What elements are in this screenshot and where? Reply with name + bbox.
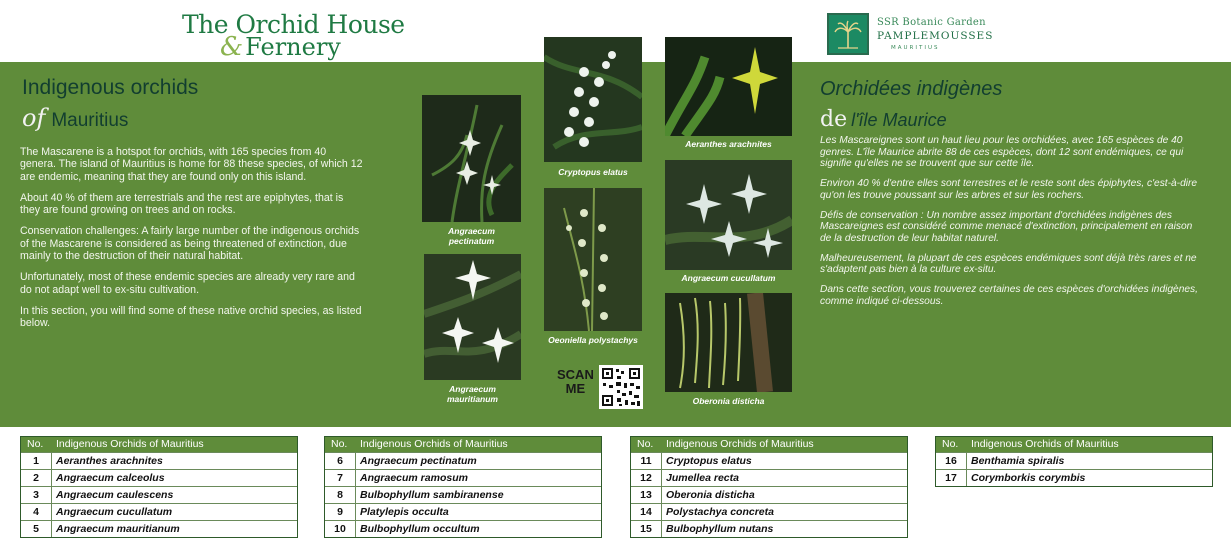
row-species: Angraecum ramosum (360, 472, 468, 484)
english-title-of: of (22, 104, 46, 132)
english-paragraph: Unfortunately, most of these endemic species are already very rare and do not adapt well to ex-situ cultivation. (20, 271, 355, 296)
row-number: 2 (21, 470, 52, 486)
ssr-line-1: SSR Botanic Garden (877, 17, 986, 28)
logo-line-1: The Orchid House (182, 10, 405, 39)
header-no: No. (942, 438, 959, 450)
orchid-house-logo (182, 10, 405, 62)
row-number: 12 (631, 470, 662, 486)
table-row (325, 503, 601, 520)
row-species: Corymborkis corymbis (971, 472, 1086, 484)
caption-angraecum-cucullatum: Angraecum cucullatum (681, 273, 776, 283)
caption-aeranthes-arachnites: Aeranthes arachnites (685, 139, 772, 149)
header-no: No. (637, 438, 654, 450)
french-paragraph: Dans cette section, vous trouverez certaines de ces espèces d'orchidées indigènes, comme indiqué ci-dessous. (820, 284, 1198, 307)
orchid-table-1 (20, 436, 298, 538)
row-species: Aeranthes arachnites (56, 455, 163, 467)
table-row (21, 469, 297, 486)
row-species: Angraecum pectinatum (360, 455, 477, 467)
row-number: 7 (325, 470, 356, 486)
table-row (631, 486, 907, 503)
row-species: Polystachya concreta (666, 506, 774, 518)
french-paragraph: Les Mascareignes sont un haut lieu pour les orchidées, avec 165 espèces de 40 genres. L'île Maurice abrite 88 de ces espèces, dont 12 sont endémiques, ce qui signifie qu'elles ne se trouvent que sur cette île. (820, 135, 1184, 170)
orchid-table-3 (630, 436, 908, 538)
header-name: Indigenous Orchids of Mauritius (56, 438, 204, 450)
logo-line-2 (220, 32, 341, 62)
ssr-line-2: PAMPLEMOUSSES (877, 30, 994, 42)
row-number: 4 (21, 504, 52, 520)
caption-angraecum-mauritianum (424, 384, 521, 404)
row-species: Angraecum calceolus (56, 472, 165, 484)
row-number: 15 (631, 521, 662, 537)
table-row (325, 486, 601, 503)
row-number: 14 (631, 504, 662, 520)
french-text (820, 135, 1205, 315)
qr-code[interactable] (599, 365, 643, 409)
french-title-de: de (820, 107, 848, 132)
photo-oberonia-disticha (665, 293, 792, 392)
english-text (20, 146, 365, 339)
caption-angraecum-pectinatum (422, 226, 521, 246)
photo-angraecum-mauritianum (424, 254, 521, 380)
caption-line: Angraecum (449, 384, 496, 394)
table-row (631, 503, 907, 520)
scan-me-label (557, 368, 594, 396)
french-paragraph: Défis de conservation : Un nombre assez important d'orchidées indigènes des Mascareignes est considéré comme menacé d'extinction, principalement en raison de la destruction de leur habitat naturel. (820, 209, 1193, 244)
palm-tree-icon (827, 13, 869, 55)
row-species: Bulbophyllum occultum (360, 523, 480, 535)
table-header (21, 437, 297, 452)
info-band (0, 62, 1231, 427)
row-number: 1 (21, 453, 52, 469)
table-row (631, 452, 907, 469)
table-header (631, 437, 907, 452)
ssr-botanic-garden-logo (827, 13, 1027, 57)
row-species: Platylepis occulta (360, 506, 449, 518)
photo-oeoniella-polystachys (544, 188, 642, 331)
scan-line-2: ME (565, 381, 586, 396)
table-row (21, 503, 297, 520)
french-title-ile: l'île Maurice (851, 110, 947, 130)
table-header (936, 437, 1212, 452)
row-species: Benthamia spiralis (971, 455, 1065, 467)
row-species: Bulbophyllum sambiranense (360, 489, 504, 501)
french-paragraph: Malheureusement, la plupart de ces espèces endémiques sont déjà très rares et ne s'adaptent pas bien à la culture ex-situ. (820, 252, 1197, 276)
row-species: Angraecum mauritianum (56, 523, 180, 535)
row-number: 13 (631, 487, 662, 503)
table-row (325, 520, 601, 537)
header-name: Indigenous Orchids of Mauritius (666, 438, 814, 450)
english-title-line-1: Indigenous orchids (22, 76, 199, 99)
table-row (21, 486, 297, 503)
english-paragraph: The Mascarene is a hotspot for orchids, with 165 species from 40 genera. The island of Mauritius is home for 88 these species, of which 12 are endemic, meaning that they are found only on this island. (20, 146, 363, 183)
orchid-table-2 (324, 436, 602, 538)
table-row (936, 469, 1212, 486)
photo-angraecum-pectinatum (422, 95, 521, 222)
row-species: Angraecum caulescens (56, 489, 174, 501)
caption-line: pectinatum (448, 236, 495, 246)
row-number: 5 (21, 521, 52, 537)
photo-angraecum-cucullatum (665, 160, 792, 270)
english-paragraph: Conservation challenges: A fairly large number of the indigenous orchids of the Mascarene is considered as being threatened of extinction, due mainly to the destruction of their natural habitat. (20, 225, 360, 263)
logo-fernery: Fernery (245, 33, 341, 61)
english-paragraph: About 40 % of them are terrestrials and the rest are epiphytes, that is they are found growing on trees and on rocks. (20, 191, 344, 217)
photo-aeranthes-arachnites (665, 37, 792, 136)
table-row (631, 520, 907, 537)
table-row (325, 469, 601, 486)
row-species: Angraecum cucullatum (56, 506, 173, 518)
row-species: Oberonia disticha (666, 489, 755, 501)
scan-line-1: SCAN (557, 367, 594, 382)
row-number: 9 (325, 504, 356, 520)
table-row (21, 452, 297, 469)
french-title-line-1: Orchidées indigènes (820, 78, 1003, 100)
french-title-line-2 (820, 107, 1002, 132)
english-title (22, 76, 198, 132)
table-row (631, 469, 907, 486)
header-name: Indigenous Orchids of Mauritius (360, 438, 508, 450)
ssr-line-3: MAURITIUS (891, 45, 940, 51)
row-number: 3 (21, 487, 52, 503)
header-no: No. (331, 438, 348, 450)
caption-oeoniella-polystachys: Oeoniella polystachys (548, 335, 638, 345)
row-number: 16 (936, 453, 967, 469)
row-species: Jumellea recta (666, 472, 739, 484)
orchid-table-4 (935, 436, 1213, 487)
caption-line: Angraecum (448, 226, 495, 236)
caption-cryptopus-elatus: Cryptopus elatus (558, 167, 628, 177)
english-title-mauritius: Mauritius (51, 110, 129, 131)
row-species: Cryptopus elatus (666, 455, 752, 467)
header-name: Indigenous Orchids of Mauritius (971, 438, 1119, 450)
english-paragraph: In this section, you will find some of these native orchid species, as listed below. (20, 304, 362, 330)
header-no: No. (27, 438, 44, 450)
row-number: 10 (325, 521, 356, 537)
french-title (820, 78, 1002, 132)
caption-line: mauritianum (446, 394, 498, 404)
table-row (325, 452, 601, 469)
row-species: Bulbophyllum nutans (666, 523, 774, 535)
photo-cryptopus-elatus (544, 37, 642, 162)
english-title-line-2 (22, 104, 198, 132)
logo-ampersand: & (220, 32, 244, 62)
table-row (21, 520, 297, 537)
caption-oberonia-disticha: Oberonia disticha (692, 396, 765, 406)
row-number: 11 (631, 453, 662, 469)
row-number: 8 (325, 487, 356, 503)
row-number: 17 (936, 470, 967, 486)
table-header (325, 437, 601, 452)
french-paragraph: Environ 40 % d'entre elles sont terrestres et le reste sont des épiphytes, c'est-à-dire qu'on les trouve poussant sur les arbres et sur les rochers. (820, 178, 1198, 201)
row-number: 6 (325, 453, 356, 469)
table-row (936, 452, 1212, 469)
